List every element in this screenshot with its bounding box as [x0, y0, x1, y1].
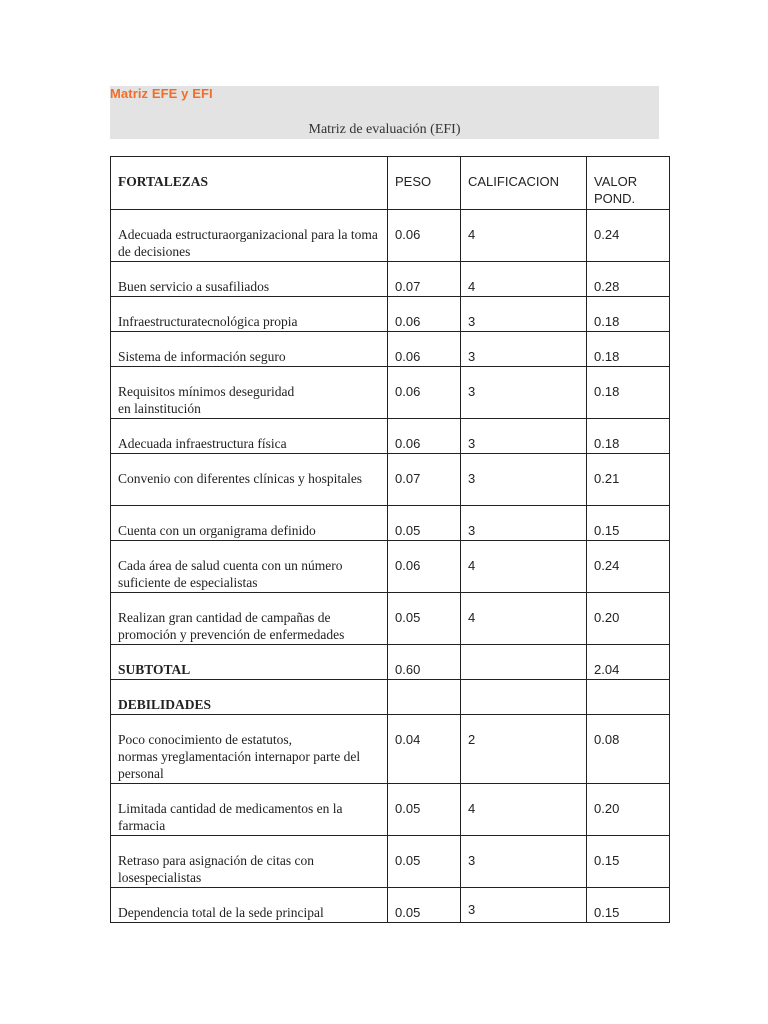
- table-row: [111, 836, 670, 888]
- table-row: [111, 506, 670, 541]
- factor-cell: Retraso para asignación de citas con losespecialistas: [118, 853, 315, 885]
- valor-cell: 0.18: [594, 436, 620, 451]
- valor-cell: 0.18: [594, 349, 620, 364]
- calificacion-cell: [461, 680, 586, 696]
- valor-cell: 0.18: [594, 314, 620, 329]
- table-row: [111, 332, 670, 367]
- efi-matrix-table: [110, 156, 670, 923]
- column-header-fortalezas: FORTALEZAS: [118, 174, 209, 189]
- peso-cell: 0.60: [395, 662, 421, 677]
- valor-cell: 0.15: [594, 905, 620, 920]
- valor-cell: 0.08: [594, 732, 620, 747]
- column-header-peso: PESO: [395, 174, 432, 189]
- peso-cell: 0.06: [395, 384, 421, 399]
- valor-cell: 0.24: [594, 558, 620, 573]
- calificacion-cell: 3: [468, 384, 476, 399]
- calificacion-cell: 3: [468, 902, 476, 917]
- calificacion-cell: 3: [468, 349, 476, 364]
- column-header-valor-line1: VALOR: [594, 174, 638, 189]
- column-header-valor-pond: [587, 157, 669, 207]
- peso-cell: [388, 680, 460, 696]
- valor-cell: 0.28: [594, 279, 620, 294]
- factor-cell: Realizan gran cantidad de campañas de promoción y prevención de enfermedades: [118, 610, 345, 642]
- peso-cell: 0.05: [395, 853, 421, 868]
- peso-cell: 0.05: [395, 610, 421, 625]
- document-title: Matriz de evaluación (EFI): [308, 122, 461, 137]
- table-row: [111, 784, 670, 836]
- peso-cell: 0.05: [395, 523, 421, 538]
- valor-cell: 0.20: [594, 610, 620, 625]
- factor-cell: Buen servicio a susafiliados: [118, 279, 270, 294]
- factor-cell: Cuenta con un organigrama definido: [118, 523, 316, 538]
- factor-cell: [111, 367, 387, 417]
- calificacion-cell: 4: [468, 279, 476, 294]
- factor-line: normas yreglamentación internapor parte del personal: [118, 749, 361, 781]
- peso-cell: 0.05: [395, 801, 421, 816]
- calificacion-cell: 4: [468, 227, 476, 242]
- subtotal-row: [111, 645, 670, 680]
- valor-cell: 2.04: [594, 662, 620, 677]
- table-row: [111, 297, 670, 332]
- factor-cell: Infraestructuratecnológica propia: [118, 314, 298, 329]
- table-row: [111, 715, 670, 784]
- calificacion-cell: [461, 645, 586, 661]
- factor-cell: [111, 715, 387, 782]
- factor-cell: Limitada cantidad de medicamentos en la farmacia: [118, 801, 343, 833]
- peso-cell: 0.06: [395, 349, 421, 364]
- peso-cell: 0.05: [395, 905, 421, 920]
- calificacion-cell: 3: [468, 471, 476, 486]
- valor-cell: 0.18: [594, 384, 620, 399]
- calificacion-cell: 3: [468, 436, 476, 451]
- factor-line: Requisitos mínimos deseguridad: [118, 384, 295, 399]
- valor-cell: [587, 680, 669, 696]
- debilidades-heading: DEBILIDADES: [118, 697, 212, 712]
- subtotal-label: SUBTOTAL: [118, 662, 191, 677]
- valor-cell: 0.15: [594, 853, 620, 868]
- column-header-calificacion: CALIFICACION: [468, 174, 560, 189]
- section-header-row: [111, 680, 670, 715]
- table-row: [111, 888, 670, 923]
- brand-title: Matriz EFE y EFI: [110, 86, 213, 101]
- peso-cell: 0.07: [395, 471, 421, 486]
- table-row: [111, 593, 670, 645]
- table-row: [111, 454, 670, 506]
- factor-line: en lainstitución: [118, 401, 201, 416]
- table-row: [111, 419, 670, 454]
- factor-cell: Sistema de información seguro: [118, 349, 286, 364]
- factor-cell: Dependencia total de la sede principal: [118, 905, 324, 920]
- factor-cell: Convenio con diferentes clínicas y hospitales: [118, 471, 363, 486]
- table-row: [111, 541, 670, 593]
- column-header-valor-line2: POND.: [594, 191, 636, 206]
- calificacion-cell: 3: [468, 314, 476, 329]
- valor-cell: 0.24: [594, 227, 620, 242]
- factor-cell: Adecuada estructuraorganizacional para la toma de decisiones: [118, 227, 378, 259]
- table-row: [111, 367, 670, 419]
- valor-cell: 0.21: [594, 471, 620, 486]
- peso-cell: 0.04: [395, 732, 421, 747]
- factor-line: Poco conocimiento de estatutos,: [118, 732, 292, 747]
- factor-cell: Cada área de salud cuenta con un número suficiente de especialistas: [118, 558, 343, 590]
- table-row: [111, 210, 670, 262]
- factor-cell: Adecuada infraestructura física: [118, 436, 287, 451]
- valor-cell: 0.20: [594, 801, 620, 816]
- valor-cell: 0.15: [594, 523, 620, 538]
- peso-cell: 0.06: [395, 436, 421, 451]
- table-header-row: [111, 157, 670, 210]
- peso-cell: 0.07: [395, 279, 421, 294]
- peso-cell: 0.06: [395, 314, 421, 329]
- peso-cell: 0.06: [395, 227, 421, 242]
- calificacion-cell: 3: [468, 523, 476, 538]
- calificacion-cell: 4: [468, 801, 476, 816]
- table-row: [111, 262, 670, 297]
- calificacion-cell: 2: [468, 732, 476, 747]
- calificacion-cell: 3: [468, 853, 476, 868]
- peso-cell: 0.06: [395, 558, 421, 573]
- calificacion-cell: 4: [468, 610, 476, 625]
- calificacion-cell: 4: [468, 558, 476, 573]
